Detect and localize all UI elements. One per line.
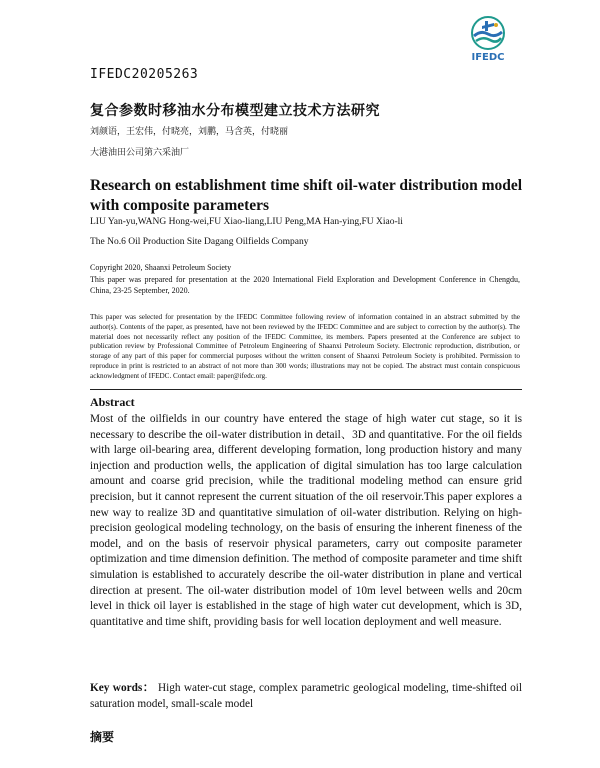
keywords-text: High water-cut stage, complex parametric geological modeling, time-shifted oil saturation model, small-scale model [90, 682, 522, 710]
disclaimer-paragraph: This paper was selected for presentation by the IFEDC Committee following review of information contained in an abstract submitted by the author(s). Contents of the paper, as presented, have not been reviewed by the IFEDC Committee and are subject to correction by the author(s). The material does not necessarily reflect any position of the IFEDC Committee, its members. Papers presented at the Conference are subject to publication review by Professional Committee of Petroleum Engineering of Shaanxi Petroleum Society. Electronic reproduction, distribution, or storage of any part of this paper for commercial purposes without the written consent of Shaanxi Petroleum Society is prohibited. Permission to reproduce in print is restricted to an abstract of not more than 300 words; illustrations may not be copied. The abstract must contain conspicuous acknowledgment of IFEDC. Contact email: paper@ifedc.org. [90, 313, 520, 380]
chinese-authors: 刘颜语，王宏伟，付晓亮，刘鹏，马含英，付晓丽 [90, 127, 289, 137]
copyright-notice: Copyright 2020, Shaanxi Petroleum Society [90, 263, 232, 272]
paper-id: IFEDC20205263 [90, 67, 199, 82]
keywords-paragraph [90, 681, 522, 712]
ifedc-logo [458, 14, 518, 66]
keywords-label: Key words： [90, 682, 155, 694]
english-affiliation: The No.6 Oil Production Site Dagang Oilfields Company [90, 237, 309, 247]
english-authors: LIU Yan-yu,WANG Hong-wei,FU Xiao-liang,LIU Peng,MA Han-ying,FU Xiao-li [90, 217, 403, 227]
chinese-title: 复合参数时移油水分布模型建立技术方法研究 [90, 103, 380, 119]
abstract-heading: Abstract [90, 395, 135, 409]
chinese-affiliation: 大港油田公司第六采油厂 [90, 148, 190, 158]
ifedc-logo-text: IFEDC [471, 52, 505, 63]
english-title: Research on establishment time shift oil-water distribution model with composite parameters [90, 177, 523, 214]
chinese-abstract-heading: 摘要 [90, 730, 115, 744]
section-divider [90, 389, 522, 390]
abstract-body: Most of the oilfields in our country have entered the stage of high water cut stage, so it is necessary to describe the oil-water distribution in detail、3D and quantitative. For the oil fields with large oil-bearing area, different developing formation, long production history and many injection and production wells, the application of digital simulation has too large calculation amount and coarse grid precision, while the traditional modeling method can ensure grid precision, but it cannot represent the current situation of the oil reservoir.This paper explores a new way to realize 3D and quantitative simulation of oil-water distribution. Relying on high-precision geological modeling technology, on the basis of ensuring the inherent fineness of the model, and on the basis of reservoir physical parameters, carry out composite parameter optimization and time dimension definition. The method of composite parameter and time shift simulation is established to accurately describe the oil-water distribution in plane and vertical direction at present. The oil-water distribution model of 10m level between wells and 20cm level in thick oil layer is established in the stage of high water cut development, which is 3D, quantitative and time shift, providing basis for well location deployment and well measure. [90, 413, 522, 628]
presentation-notice: This paper was prepared for presentation at the 2020 International Field Exploration and Development Conference in Chengdu, China, 23-25 September, 2020. [90, 275, 520, 295]
